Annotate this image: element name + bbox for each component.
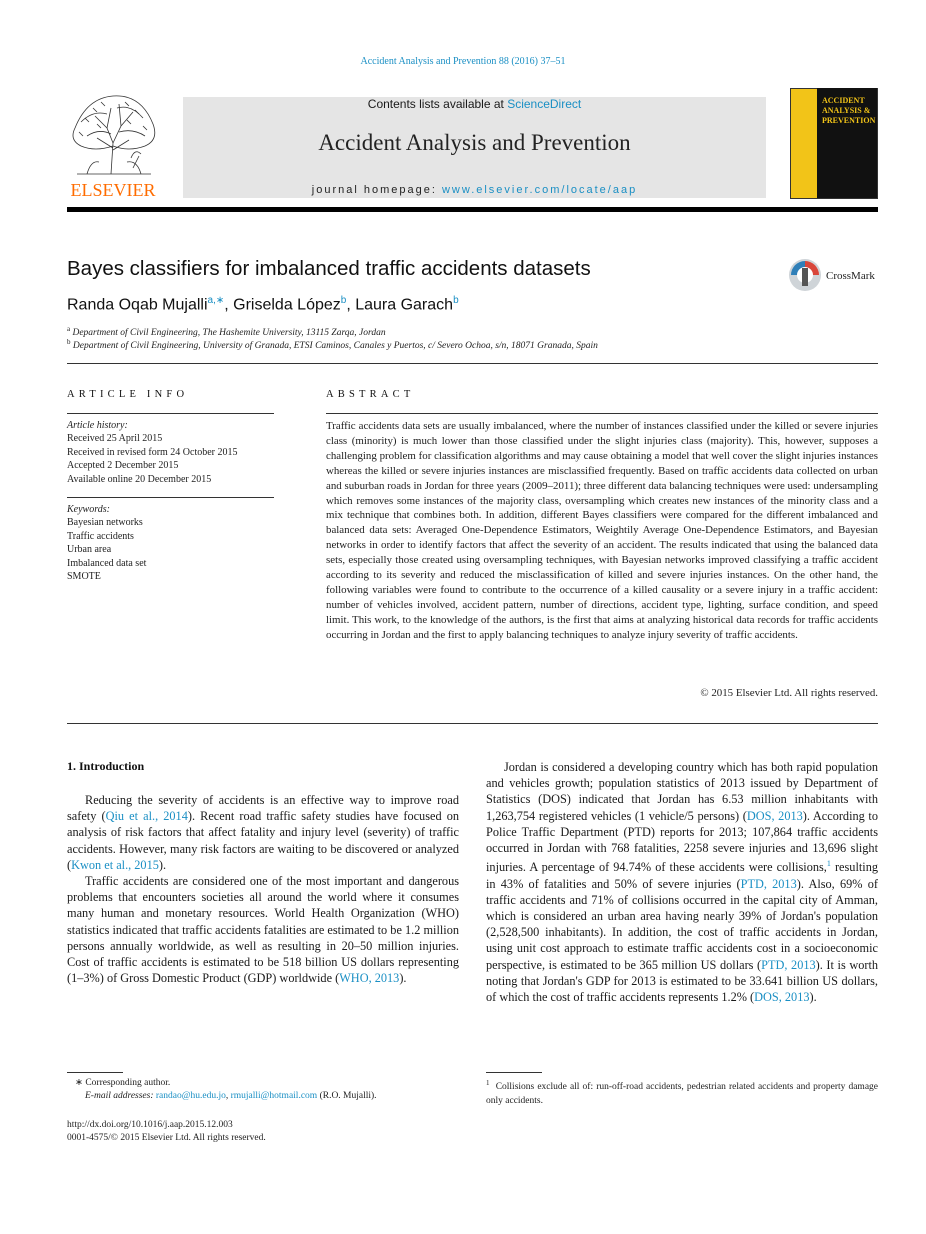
journal-cover-title: ACCIDENT ANALYSIS & PREVENTION: [822, 96, 876, 125]
author-name: Griselda López: [233, 296, 341, 314]
footnote-reference[interactable]: 1: [826, 859, 831, 869]
keyword-item: SMOTE: [67, 571, 101, 583]
body-paragraph: [67, 873, 459, 986]
body-text: ). It is worth noting that Jordan's GDP for 2013 is estimated to be 33.641 billion US dollars, of which the cost of traffic accidents represents 1.2% (: [486, 957, 879, 1004]
citation-link[interactable]: PTD, 2013: [761, 957, 816, 972]
body-text: ). According to Police Traffic Department (PTD) reports for 2013; 107,864 traffic accidents occurred in Jordan with 768 fatalities, 2258 severe injuries and 13,696 slight injuries. A percentage of 94.74% of these accidents were collisions,: [486, 808, 878, 875]
abstract-heading: ABSTRACT: [326, 389, 415, 400]
contents-line: [183, 97, 766, 111]
abstract-copyright: © 2015 Elsevier Ltd. All rights reserved.: [700, 687, 878, 699]
history-accepted: Accepted 2 December 2015: [67, 460, 179, 472]
body-column-right: [486, 759, 878, 1005]
email-separator: ,: [225, 1091, 231, 1101]
email-label: E-mail addresses:: [85, 1091, 156, 1101]
email-note: [85, 1090, 377, 1103]
citation-link[interactable]: PTD, 2013: [740, 876, 797, 891]
elsevier-tree-icon: [67, 88, 160, 200]
article-history: [67, 419, 274, 486]
body-text: Traffic accidents are considered one of the most important and dangerous problems that encounters societies all around the world where it consumes many human and monetary resources. World Health Organization (WHO) statistics indicated that traffic accidents fatalities are estimated to be 1.2 million persons annually worldwide, as well as resulting in 20–50 million injuries. Cost of traffic accidents is estimated to be 518 billion US dollars representing (1–3%) of Gross Domestic Product (GDP) worldwide (: [67, 874, 459, 986]
citation-link[interactable]: DOS, 2013: [746, 808, 803, 823]
svg-text:ELSEVIER: ELSEVIER: [70, 180, 156, 200]
history-online: Available online 20 December 2015: [67, 473, 212, 485]
contents-prefix: Contents lists available at: [367, 97, 508, 111]
citation-link[interactable]: Kwon et al., 2015: [71, 857, 159, 872]
elsevier-logo: [67, 88, 160, 200]
affiliation-a: [67, 325, 386, 338]
body-text: ). Recent road traffic safety studies have focused on analysis of risk factors that affect fatality and injury level (severity) of traffic accidents. However, many risk factors are waiting to be discovered or analyzed (: [67, 809, 459, 872]
title-block-rule: [67, 363, 878, 364]
citation-link[interactable]: DOS, 2013: [754, 989, 810, 1004]
history-received: Received 25 April 2015: [67, 433, 163, 445]
author-affiliation-mark[interactable]: b: [340, 295, 347, 306]
keyword-item: Urban area: [67, 544, 112, 556]
author-name: Randa Oqab Mujalli: [67, 296, 208, 314]
article-info-heading: ARTICLE INFO: [67, 389, 189, 400]
article-info-rule: [67, 413, 274, 414]
email-link[interactable]: randao@hu.edu.jo: [155, 1091, 226, 1101]
issn-line: 0001-4575/© 2015 Elsevier Ltd. All rights reserved.: [67, 1133, 266, 1143]
affiliation-text: Department of Civil Engineering, University of Granada, ETSI Caminos, Canales y Puertos, c/ Severo Ochoa, s/n, 18071 Granada, Spain: [72, 341, 598, 352]
journal-homepage: [183, 184, 766, 196]
body-text: Jordan is considered a developing country which has both rapid population and vehicles growth; population statistics of 2013 issued by Department of Statistics (DOS) indicated that Jordan has 6.53 million inhabitants with 1,263,754 registered vehicles (1 vehicle/5 persons) (: [486, 760, 878, 823]
footnote-mark: 1: [486, 1079, 490, 1087]
history-label: Article history:: [67, 420, 128, 431]
affiliation-text: Department of Civil Engineering, The Hashemite University, 13115 Zarqa, Jordan: [72, 328, 386, 339]
affiliation-mark: a: [67, 325, 71, 333]
header-rule: [67, 207, 878, 212]
keywords-label: Keywords:: [67, 504, 110, 515]
keywords-rule: [67, 497, 274, 498]
history-revised: Received in revised form 24 October 2015: [67, 446, 238, 458]
author-affiliation-mark[interactable]: b: [453, 295, 459, 306]
doi-link[interactable]: http://dx.doi.org/10.1016/j.aap.2015.12.003: [67, 1120, 233, 1130]
body-text: ). Also, 69% of traffic accidents and 71% of collisions occurred in the capital city of Amman, which is considered an urban area having nearly 39% of Jordan's population (2,528,500 inhabitants). In addition, the cost of traffic accidents in Jordan, using unit cost approach to estimate traffic accidents cost in a socioeconomic perspective, is estimated to be 365 million US dollars (: [486, 876, 878, 972]
author-name: Laura Garach: [355, 296, 454, 314]
abstract-end-rule: [67, 723, 878, 724]
journal-citation[interactable]: Accident Analysis and Prevention 88 (2016) 37–51: [360, 56, 566, 67]
crossmark-label: CrossMark: [826, 270, 875, 282]
homepage-link[interactable]: www.elsevier.com/locate/aap: [441, 184, 638, 196]
email-link[interactable]: rmujalli@hotmail.com: [230, 1091, 318, 1101]
affiliation-b: [67, 338, 598, 351]
abstract-rule: [326, 413, 878, 414]
keyword-item: Imbalanced data set: [67, 557, 147, 569]
author-separator: ,: [224, 296, 234, 314]
section-heading: 1. Introduction: [67, 759, 145, 773]
body-column-left: [67, 792, 459, 986]
author-affiliation-mark[interactable]: a,∗: [207, 295, 225, 306]
crossmark-badge[interactable]: [788, 258, 880, 294]
sciencedirect-link[interactable]: ScienceDirect: [507, 97, 582, 111]
body-text: ).: [399, 971, 407, 986]
body-text: resulting in 43% of fatalities and 50% of severe injuries (: [486, 860, 878, 891]
body-text: ).: [809, 989, 817, 1004]
footnote-rule-right: [486, 1072, 542, 1073]
footnote-rule-left: [67, 1072, 123, 1073]
journal-title: Accident Analysis and Prevention: [318, 130, 631, 155]
paper-title: Bayes classifiers for imbalanced traffic accidents datasets: [67, 257, 591, 280]
affiliation-mark: b: [67, 338, 71, 346]
body-text: ).: [158, 857, 167, 872]
keywords: [67, 503, 274, 583]
body-text: Reducing the severity of accidents is an effective way to improve road safety (: [67, 793, 459, 824]
corresponding-author-note: ∗ Corresponding author.: [75, 1078, 171, 1088]
keyword-item: Bayesian networks: [67, 517, 143, 529]
body-paragraph: [67, 792, 459, 873]
homepage-label: journal homepage:: [311, 184, 442, 196]
footnote-text: Collisions exclude all of: run-off-road accidents, pedestrian related accidents and property damage only accidents.: [486, 1082, 878, 1106]
citation-link[interactable]: Qiu et al., 2014: [105, 809, 188, 824]
footnote-1: [486, 1077, 878, 1108]
author-separator: ,: [346, 296, 356, 314]
keyword-item: Traffic accidents: [67, 530, 134, 542]
author-list: [67, 295, 459, 314]
email-suffix: (R.O. Mujalli).: [317, 1091, 377, 1101]
body-paragraph: [486, 759, 878, 1005]
citation-link[interactable]: WHO, 2013: [339, 971, 400, 986]
abstract-text: Traffic accidents data sets are usually imbalanced, where the number of instances classified under the killed or severe injuries class (minority) is much lower than those classified under the slight injuries class (majority). This, however, supposes a challenging problem for classification algorithms and may cause obtaining a model that well cover the slight injuries instances whereas the killed or severe injuries instances are misclassified frequently. Based on traffic accidents data collected on urban and suburban roads in Jordan for three years (2009–2011); three different data balancing techniques were used: undersampling which removes some instances of the majority class, oversampling which creates new instances of the minority class and a mix technique that combines both. In addition, different Bayes classifiers were compared for the different imbalanced and balanced data sets: Averaged One-Dependence Estimators, Weightily Average One-Dependence Estimators, and Bayesian networks in order to identify factors that affect the severity of an accident. The results indicated that using the balanced data sets, especially those created using oversampling techniques, with Bayesian networks improved classifying a traffic accident according to its severity and reduced the misclassification of killed and severe injuries instances. On the other hand, the following variables were found to contribute to the occurrence of a killed causality or a severe injury in a traffic accident: number of vehicles involved, accident pattern, number of directions, accident type, lighting, surface condition, and speed limit. This work, to the knowledge of the authors, is the first that aims at analyzing historical data records for traffic accidents occurring in Jordan and the first to apply balancing techniques to analyze injury severity of traffic accidents.: [326, 420, 878, 641]
